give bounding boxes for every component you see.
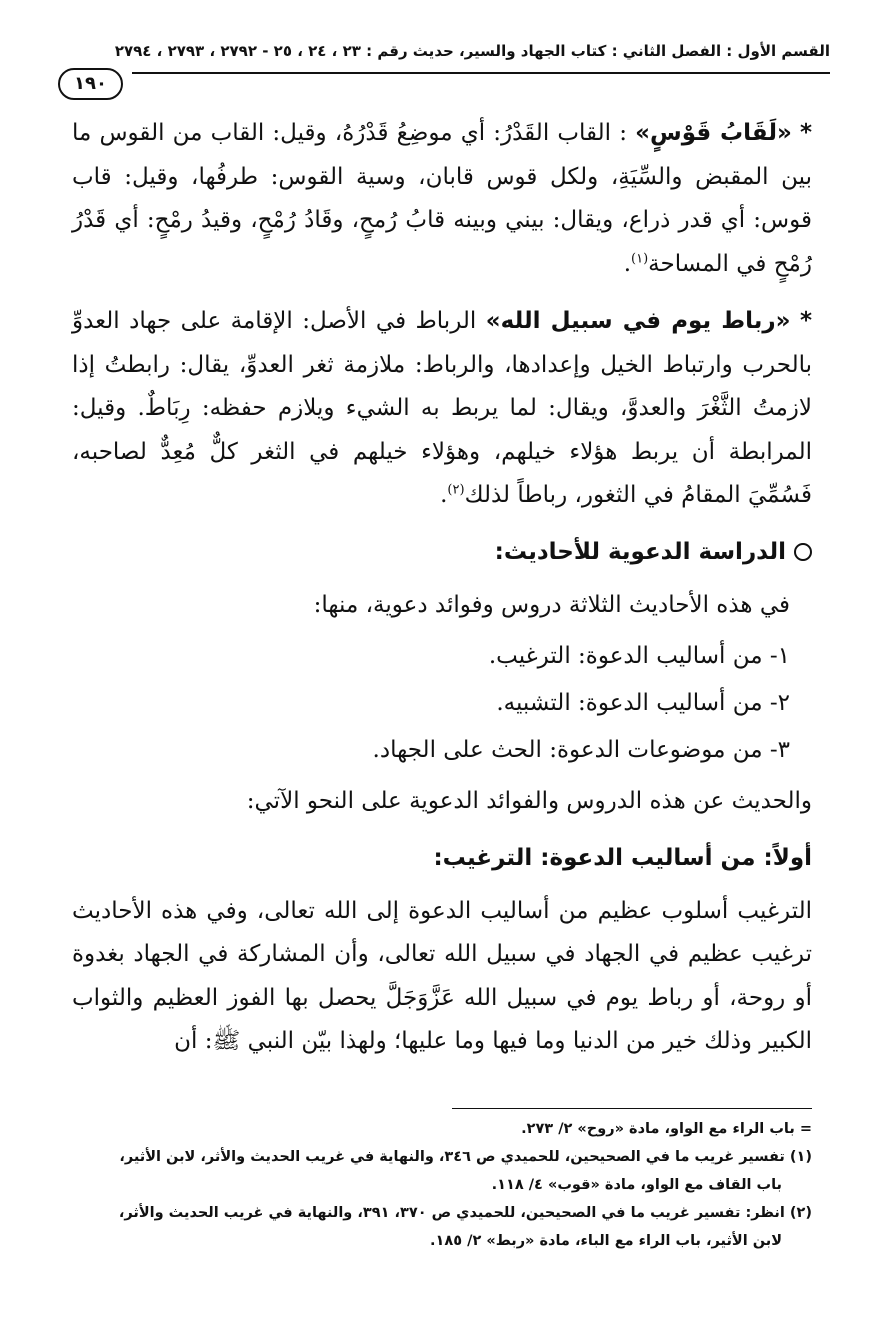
footnote-1: (١) تفسير غريب ما في الصحيحين، للحميدي ص ٣٤٦، والنهاية في غريب الحديث والأثر، لابن الأثير، [119, 1149, 812, 1165]
term-qab-qaws: «لَقَابُ قَوْسٍ» [635, 120, 792, 146]
list-item: ٢- من أساليب الدعوة: التشبيه. [496, 690, 790, 716]
footnote-2-continued: لابن الأثير، باب الراء مع الباء، مادة «ربط» ٢/ ١٨٥. [430, 1233, 782, 1249]
sentence-end: . [440, 482, 448, 508]
running-head: القسم الأول : الفصل الثاني : كتاب الجهاد والسير، حديث رقم : ٢٣ ، ٢٤ ، ٢٥ - ٢٧٩٢ ، ٢٧٩٣ ، ٢٧٩٤ [114, 42, 830, 60]
list-item: ٣- من موضوعات الدعوة: الحث على الجهاد. [372, 737, 790, 763]
definition-text: : القاب القَدْرُ: أي موضِعُ قَدْرُهُ، وقيل: القاب من القوس ما بين المقبض والسِّيَةِ، ولكل قوس قابان، وسية القوس: طرفُها، وقيل: قاب قوس: أي قدر ذراع، ويقال: بيني وبينه قابُ رُمحٍ، وقَادُ رُمْحٍ، وقيدُ رمْحٍ: أي قَدْرُ رُمْحٍ في المساحة [72, 120, 812, 277]
footnote-ref-1: (١) [631, 250, 649, 266]
page-number: ١٩٠ [58, 68, 123, 100]
circle-bullet-icon [794, 543, 812, 561]
list-item: ١- من أساليب الدعوة: الترغيب. [488, 643, 790, 669]
subheading: أولاً: من أساليب الدعوة: الترغيب: [433, 844, 812, 871]
footnote-rule [452, 1108, 812, 1109]
paragraph-qab-qaws [72, 112, 812, 286]
paragraph-targhib: الترغيب أسلوب عظيم من أساليب الدعوة إلى الله تعالى، وفي هذه الأحاديث ترغيب عظيم في الجهاد في سبيل الله تعالى، وأن المشاركة في الجهاد بغدوة أو روحة، أو رباط يوم في سبيل الله عَزَّوَجَلَّ يحصل بها الفوز العظيم والثواب الكبير وذلك خير من الدنيا وما فيها وما عليها؛ ولهذا بيّن النبي ﷺ: أن [72, 897, 812, 1054]
footnotes [72, 1108, 812, 1255]
transition-text: والحديث عن هذه الدروس والفوائد الدعوية على النحو الآتي: [246, 788, 812, 814]
sentence-end: . [623, 250, 632, 277]
lessons-list [72, 633, 812, 774]
page-header [62, 38, 830, 94]
star-bullet: * [800, 308, 813, 334]
term-ribat: «رباط يوم في سبيل الله» [485, 308, 791, 334]
star-bullet: * [799, 120, 813, 146]
footnote-ref-2: (٢) [447, 482, 465, 498]
footnote-continuation: = باب الراء مع الواو، مادة «روح» ٢/ ٢٧٣. [521, 1121, 812, 1137]
section-heading [72, 532, 812, 572]
main-text [72, 112, 812, 1078]
section-heading-text: الدراسة الدعوية للأحاديث: [494, 538, 786, 565]
paragraph-ribat [72, 300, 812, 518]
definition-text: الرباط في الأصل: الإقامة على جهاد العدوِّ بالحرب وارتباط الخيل وإعدادها، والرباط: ملازمة ثغر العدوِّ، يقال: رابطتُ إذا لازمتُ الثَّغْرَ والعدوَّ، ويقال: لما يربط به الشيء ويلازم حفظه: رِبَاطٌ. وقيل: المرابطة أن يربط هؤلاء خيلهم، وهؤلاء خيلهم في الثغر كلٌّ مُعِدٌّ لصاحبه، فَسُمِّيَ المقامُ في الثغور، رباطاً لذلك [72, 308, 812, 508]
footnote-2: (٢) انظر: تفسير غريب ما في الصحيحين، للحميدي ص ٣٧٠، ٣٩١، والنهاية في غريب الحديث والأثر، [118, 1205, 812, 1221]
footnote-1-continued: باب القاف مع الواو، مادة «قوب» ٤/ ١١٨. [491, 1177, 782, 1193]
intro-text: في هذه الأحاديث الثلاثة دروس وفوائد دعوية، منها: [313, 591, 790, 618]
header-rule [132, 72, 830, 74]
